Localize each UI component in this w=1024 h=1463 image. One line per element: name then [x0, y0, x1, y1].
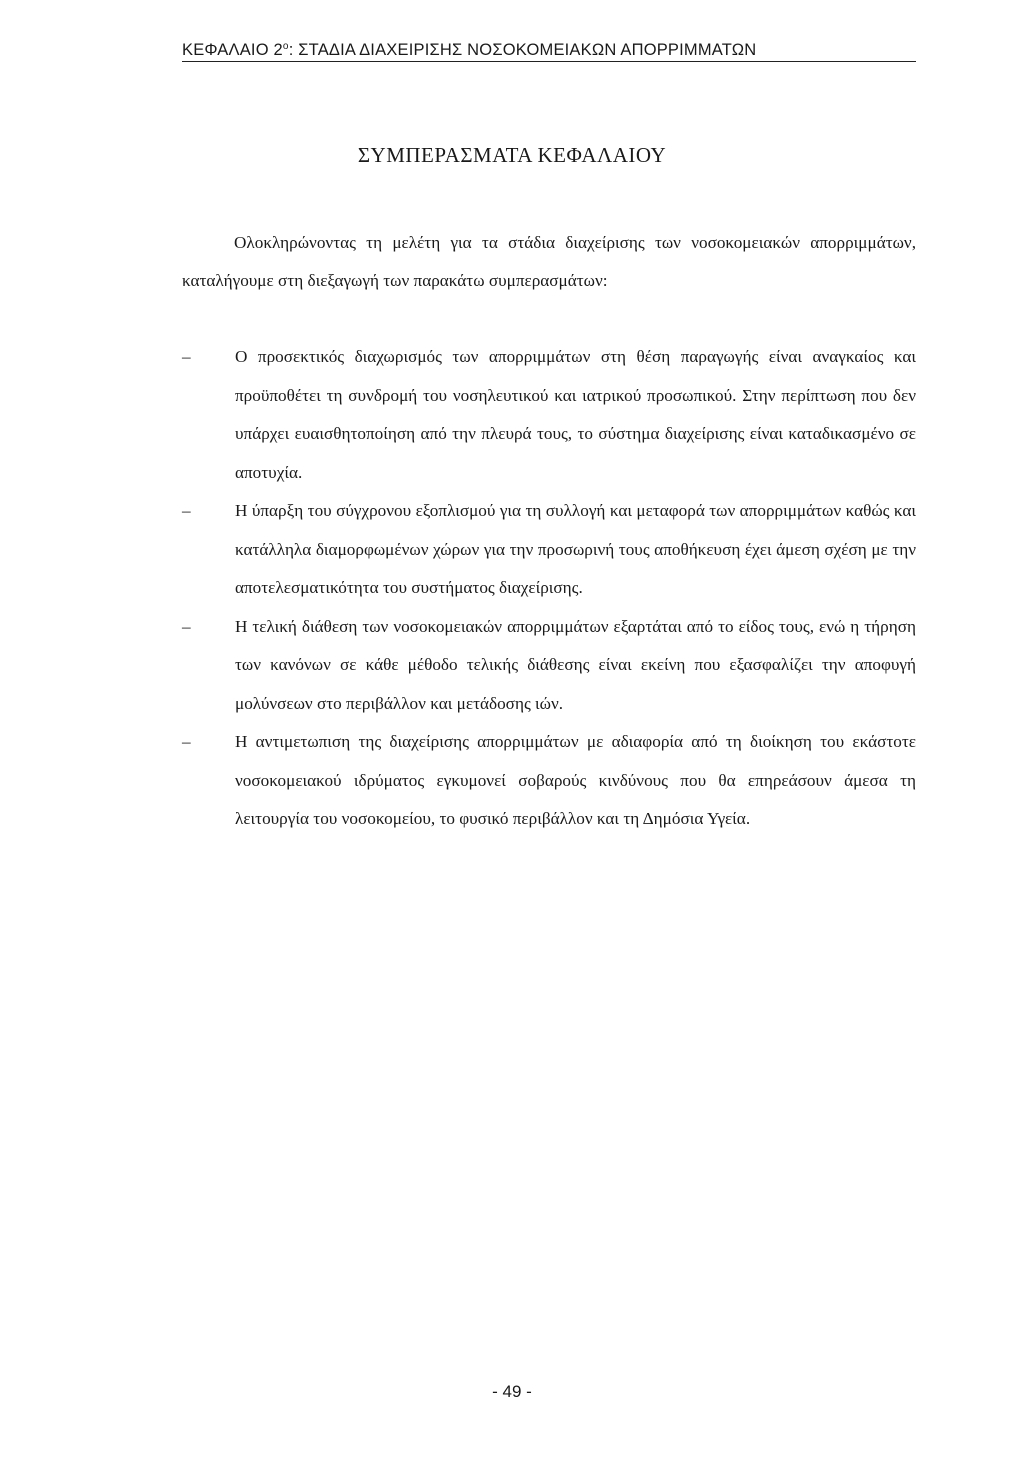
section-title: ΣΥΜΠΕΡΑΣΜΑΤΑ ΚΕΦΑΛΑΙΟΥ — [357, 143, 667, 167]
list-item — [182, 723, 916, 839]
list-item-text: Η τελική διάθεση των νοσοκομειακών απορριμμάτων εξαρτάται από το είδος τους, ενώ η τήρηση των κανόνων σε κάθε μέθοδο τελικής διάθεσης είναι εκείνη που εξασφαλίζει την αποφυγή μολύνσεων στο περιβάλλον και μετάδοσης ιών. — [235, 616, 916, 713]
running-header — [182, 34, 916, 64]
list-item — [182, 492, 916, 608]
list-item-text: Η ύπαρξη του σύγχρονου εξοπλισμού για τη συλλογή και μεταφορά των απορριμμάτων καθώς και κατάλληλα διαμορφωμένων χώρων για την προσωρινή τους αποθήκευση έχει άμεση σχέση με την αποτελεσματικότητα του συστήματος διαχείρισης. — [235, 501, 916, 597]
header-prefix: ΚΕΦΑΛΑΙΟ 2 — [182, 41, 283, 59]
list-item-marker: – — [182, 347, 191, 366]
header-suffix: : ΣΤΑΔΙΑ ΔΙΑΧΕΙΡΙΣΗΣ ΝΟΣΟΚΟΜΕΙΑΚΩΝ ΑΠΟΡΡΙΜΜΑΤΩΝ — [288, 41, 757, 59]
list-item-marker: – — [182, 616, 191, 636]
list-item — [182, 338, 916, 492]
list-item-text: Η αντιμετωπιση της διαχείρισης απορριμμάτων με αδιαφορία από τη διοίκηση του εκάστοτε νοσοκομειακού ιδρύματος εγκυμονεί σοβαρούς κινδύνους που θα επηρεάσουν άμεσα τη λειτουργία του νοσοκομείου, το φυσικό περιβάλλον και τη Δημόσια Υγεία. — [235, 732, 916, 828]
running-header-text — [182, 34, 916, 63]
page-number: - 49 - — [492, 1382, 532, 1401]
intro-text: Ολοκληρώνοντας τη μελέτη για τα στάδια διαχείρισης των νοσοκομειακών απορριμμάτων, καταλήγουμε στη διεξαγωγή των παρακάτω συμπερασμάτων: — [182, 233, 916, 290]
list-item-marker: – — [182, 732, 191, 751]
intro-paragraph — [182, 224, 916, 300]
header-rule — [182, 61, 916, 62]
conclusions-list — [182, 338, 916, 839]
list-item-marker: – — [182, 501, 191, 520]
list-item — [182, 608, 916, 724]
header-superscript: ο — [282, 41, 289, 52]
list-item-text: Ο προσεκτικός διαχωρισμός των απορριμμάτων στη θέση παραγωγής είναι αναγκαίος και προϋποθέτει τη συνδρομή του νοσηλευτικού και ιατρικού προσωπικού. Στην περίπτωση που δεν υπάρχει ευαισθητοποίηση από την πλευρά τους, το σύστημα διαχείρισης είναι καταδικασμένο σε αποτυχία. — [235, 347, 916, 482]
